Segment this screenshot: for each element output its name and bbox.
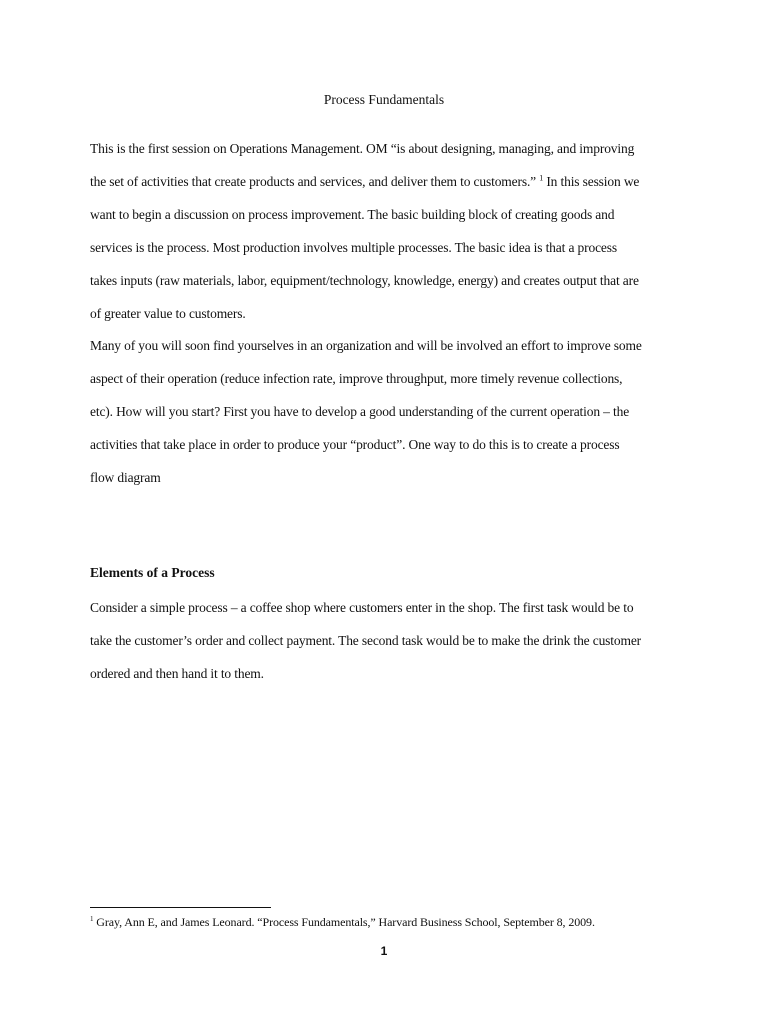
improvement-paragraph — [90, 329, 690, 494]
page-number: 1 — [380, 944, 388, 958]
text-line — [90, 165, 690, 198]
text-line: activities that take place in order to produce your “product”. One way to do this is to create a process — [90, 437, 620, 452]
text-line: Consider a simple process – a coffee shop where customers enter in the shop. The first task would be to — [90, 600, 634, 615]
footnote-text: Gray, Ann E, and James Leonard. “Process Fundamentals,” Harvard Business School, September 8, 2009. — [93, 915, 595, 929]
intro-paragraph — [90, 132, 690, 330]
text-line: Many of you will soon find yourselves in an organization and will be involved an effort to improve some — [90, 338, 642, 353]
text-line: want to begin a discussion on process improvement. The basic building block of creating goods and — [90, 207, 615, 222]
section-heading: Elements of a Process — [90, 565, 215, 580]
footnote-reference[interactable]: 1 — [539, 173, 544, 183]
footnote-separator — [90, 907, 271, 908]
text-line: take the customer’s order and collect payment. The second task would be to make the drink the customer — [90, 633, 642, 648]
footnote-marker: 1 — [90, 915, 94, 923]
text-segment: the set of activities that create products and services, and deliver them to customers.” — [90, 174, 537, 189]
text-line: flow diagram — [90, 470, 161, 485]
footnote — [90, 915, 595, 930]
text-segment: In this session we — [543, 174, 640, 189]
text-line: takes inputs (raw materials, labor, equipment/technology, knowledge, energy) and creates output that are — [90, 273, 639, 288]
text-line: This is the first session on Operations Management. OM “is about designing, managing, and improving — [90, 141, 635, 156]
page-title: Process Fundamentals — [323, 92, 445, 107]
text-line: of greater value to customers. — [90, 306, 246, 321]
text-line: services is the process. Most production involves multiple processes. The basic idea is that a process — [90, 240, 617, 255]
text-line: aspect of their operation (reduce infection rate, improve throughput, more timely revenue collections, — [90, 371, 623, 386]
text-line: ordered and then hand it to them. — [90, 666, 264, 681]
coffee-shop-paragraph — [90, 591, 690, 690]
text-line: etc). How will you start? First you have to develop a good understanding of the current operation – the — [90, 404, 630, 419]
